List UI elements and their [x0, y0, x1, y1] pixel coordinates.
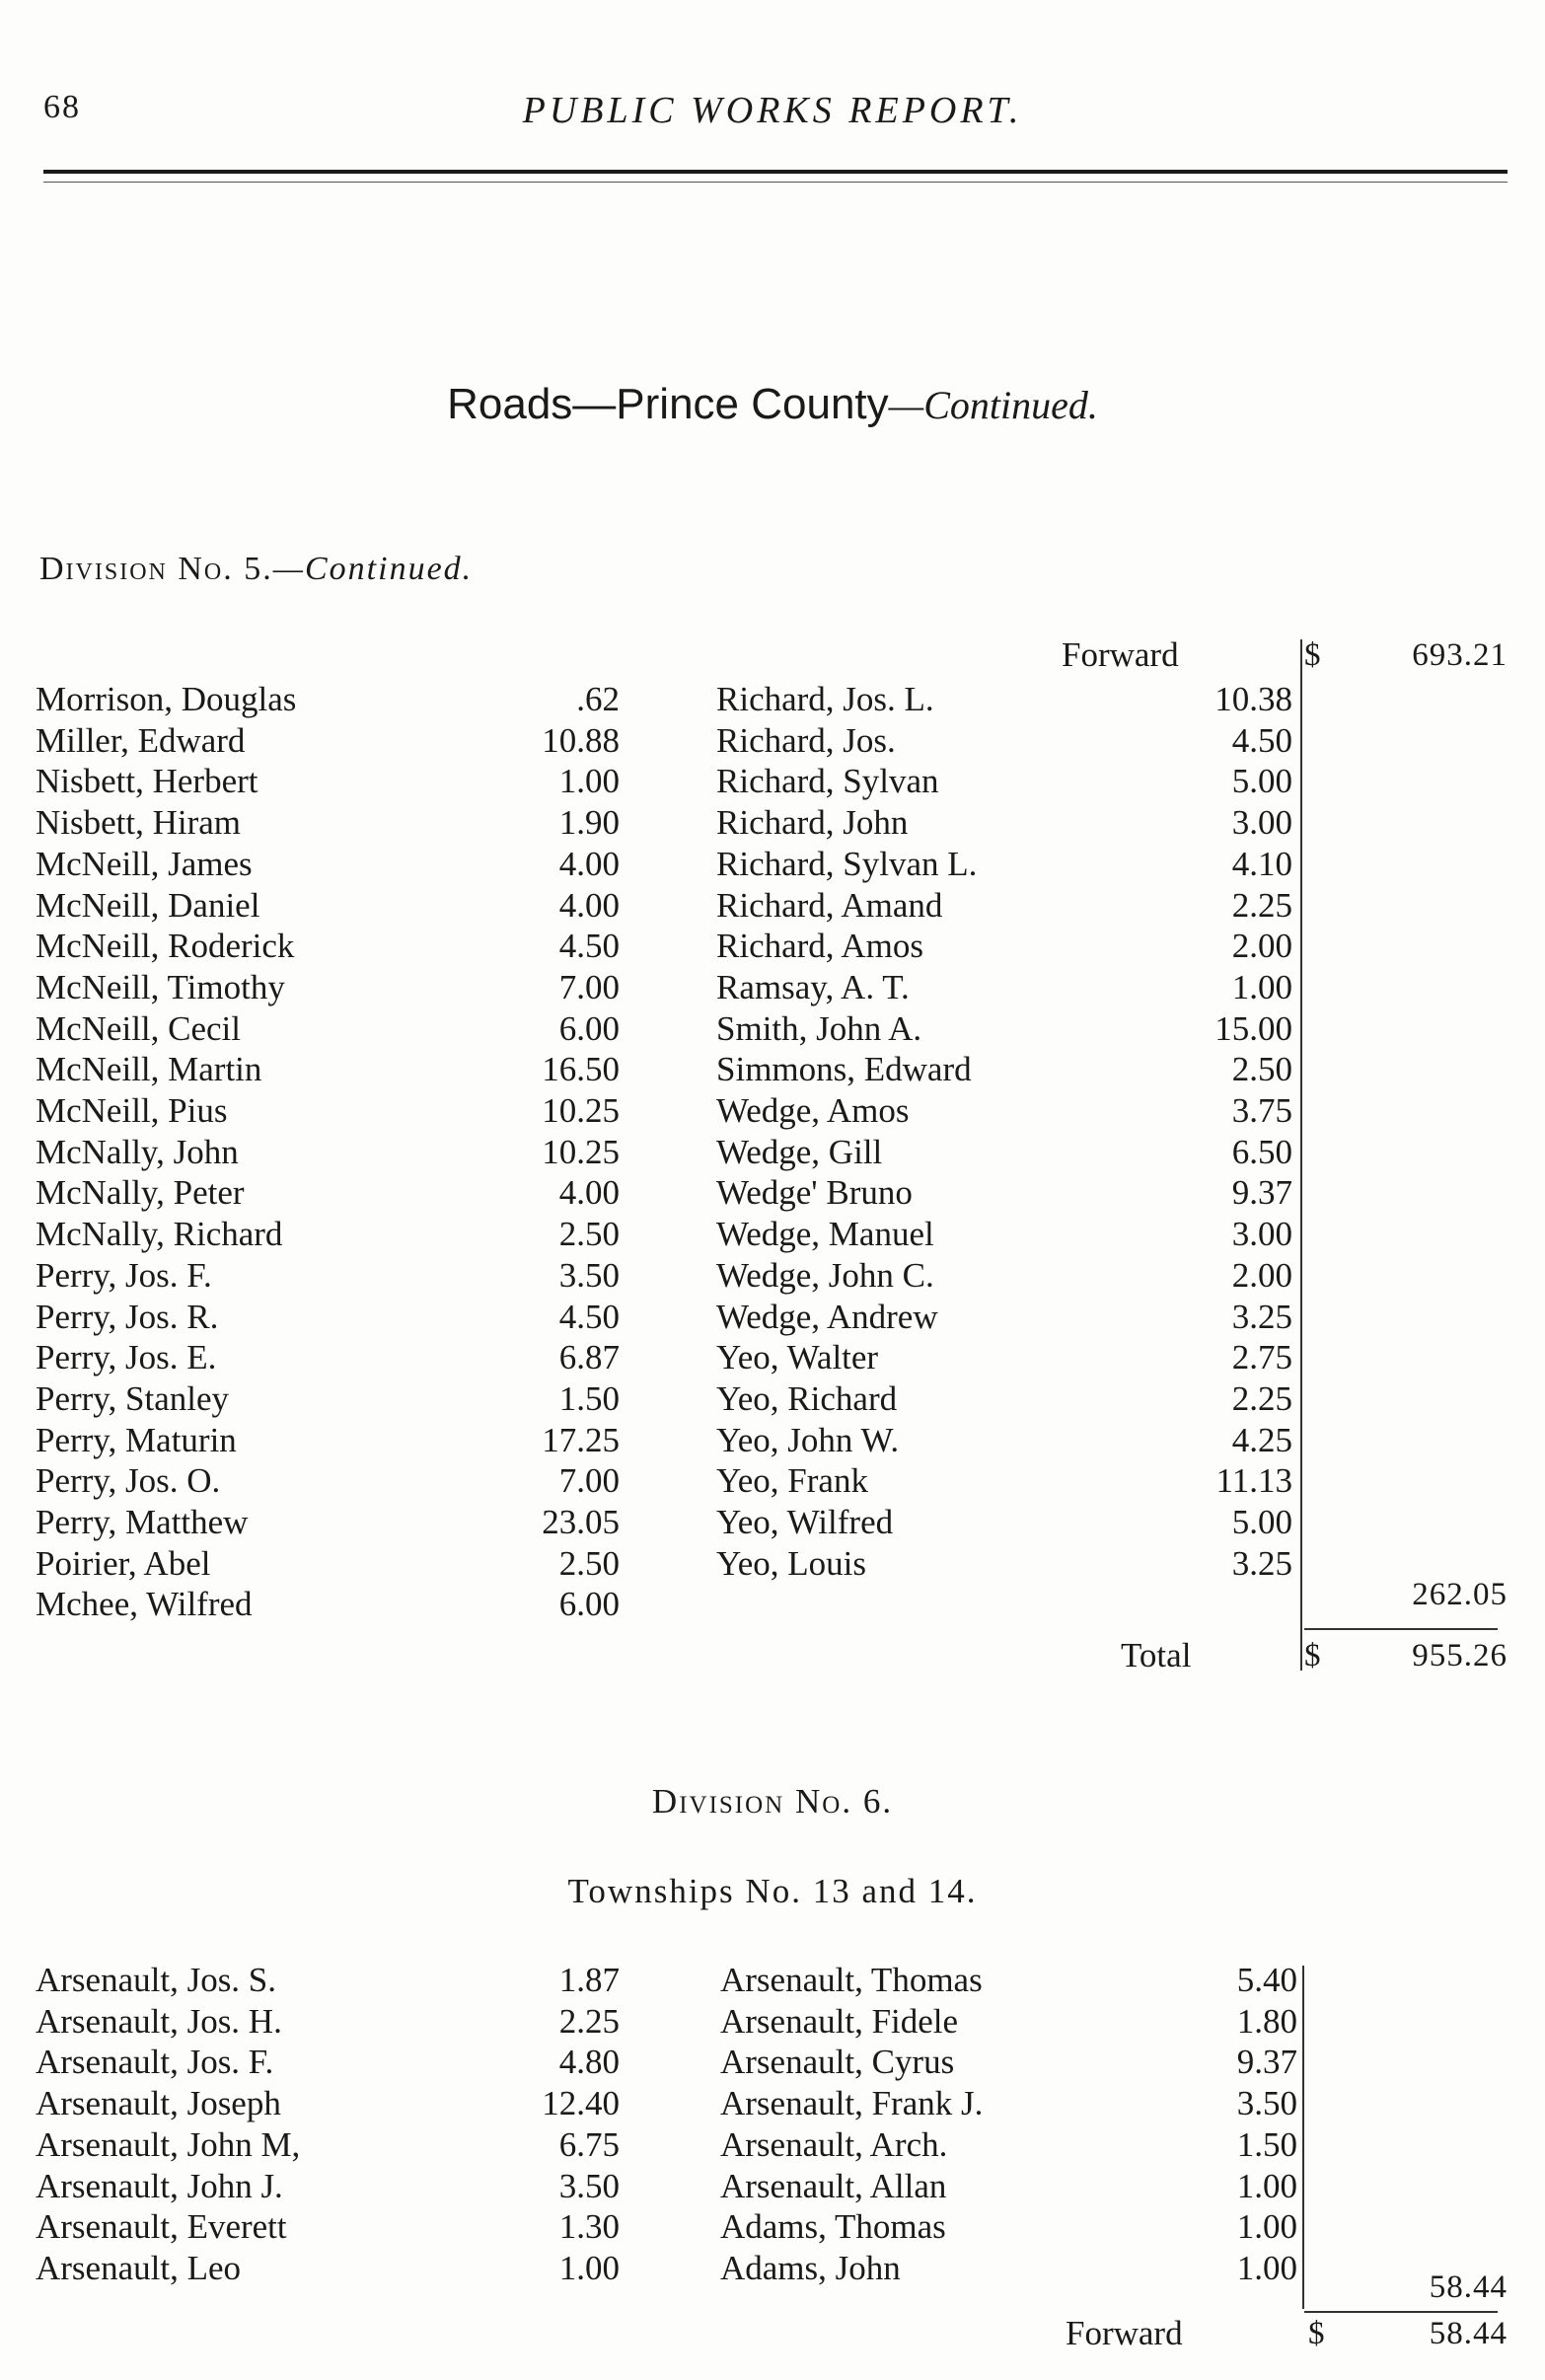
entry-amount: 3.25 [1231, 1297, 1292, 1336]
entry-name: Wedge, Amos [716, 1091, 910, 1130]
entry-amount: 2.50 [558, 1543, 620, 1583]
entry-name: Arsenault, John J. [36, 2166, 283, 2205]
entry-name: Yeo, Frank [716, 1461, 868, 1501]
entry-amount: 1.00 [558, 2248, 620, 2287]
entry-name: Wedge, Gill [716, 1132, 883, 1171]
list-item [0, 1460, 1545, 1502]
list-item [0, 1214, 1545, 1255]
entry-name: McNeill, James [36, 844, 253, 883]
entry-name: Simmons, Edward [716, 1050, 972, 1089]
entry-name: Arsenault, Jos. F. [36, 2043, 274, 2082]
subtotal-rule [1304, 2311, 1498, 2313]
list-item [0, 2124, 1545, 2166]
list-item [0, 1543, 1545, 1585]
entry-amount: 9.37 [1236, 2043, 1297, 2082]
entry-name: Adams, Thomas [720, 2207, 946, 2247]
entry-name: Wedge, Manuel [716, 1215, 934, 1254]
entry-name: McNeill, Roderick [36, 927, 295, 966]
entry-name: Wedge, Andrew [716, 1297, 938, 1336]
entry-amount: 16.50 [542, 1050, 620, 1089]
entry-name: Mchee, Wilfred [36, 1585, 253, 1624]
entry-name: Perry, Matthew [36, 1503, 249, 1541]
entry-name: Arsenault, Joseph [36, 2084, 281, 2123]
entry-name: Arsenault, Allan [720, 2166, 947, 2205]
entry-amount: 2.50 [558, 1215, 620, 1254]
list-item [0, 1132, 1545, 1173]
entry-amount: 3.00 [1231, 803, 1292, 843]
list-item [0, 1502, 1545, 1543]
entry-name: Perry, Jos. O. [36, 1461, 221, 1501]
entry-amount: 3.50 [1236, 2084, 1297, 2123]
entry-name: Arsenault, Thomas [720, 1961, 983, 1999]
entry-name: Perry, Jos. R. [36, 1297, 219, 1336]
entry-amount: 10.25 [542, 1091, 620, 1130]
entry-amount: 1.50 [558, 1378, 620, 1418]
division-5-continued: —Continued. [272, 551, 474, 587]
entry-amount: 1.00 [1231, 967, 1292, 1006]
list-item [0, 1049, 1545, 1090]
list-item [0, 1297, 1545, 1338]
entry-amount: 10.25 [542, 1132, 620, 1171]
list-item [0, 1378, 1545, 1420]
entry-amount: 1.80 [1236, 2001, 1297, 2041]
total-amount: 955.26 [1412, 1638, 1508, 1673]
entry-amount: 3.00 [1231, 1215, 1292, 1254]
entry-name: Arsenault, Jos. H. [36, 2001, 282, 2041]
list-item [0, 1255, 1545, 1297]
entry-amount: 10.88 [542, 720, 620, 760]
entry-name: Richard, Sylvan [716, 762, 939, 801]
entry-amount: 1.87 [558, 1961, 620, 1999]
list-item [0, 1172, 1545, 1214]
list-item [0, 2083, 1545, 2124]
entry-amount: 2.25 [558, 2001, 620, 2041]
entry-amount: 4.00 [558, 885, 620, 925]
entry-amount: 1.90 [558, 803, 620, 843]
entry-name: McNeill, Cecil [36, 1008, 242, 1048]
list-item [0, 1337, 1545, 1378]
entry-name: Yeo, Richard [716, 1378, 898, 1418]
entry-amount: 15.00 [1214, 1008, 1292, 1048]
amount-column-rule-2 [1302, 1966, 1304, 2309]
total-label: Total [1121, 1636, 1192, 1674]
entry-name: Perry, Maturin [36, 1420, 237, 1459]
entry-name: McNally, Peter [36, 1173, 245, 1213]
division-6-label: Division No. 6. [651, 1782, 894, 1821]
entry-name: Arsenault, Frank J. [720, 2084, 984, 2123]
list-item [0, 679, 1545, 720]
list-item [0, 1584, 1545, 1625]
entry-name: Yeo, Wilfred [716, 1503, 894, 1541]
entry-name: Richard, John [716, 803, 909, 843]
entry-amount: 4.00 [558, 844, 620, 883]
forward-dollar: $ [1304, 637, 1321, 673]
entry-name: Arsenault, Arch. [720, 2124, 948, 2164]
entry-name: Miller, Edward [36, 720, 246, 760]
entry-amount: 10.38 [1214, 680, 1292, 718]
entry-name: Richard, Amand [716, 885, 943, 925]
entry-name: Wedge' Bruno [716, 1173, 913, 1213]
entry-amount: 3.50 [558, 1255, 620, 1295]
entry-name: McNally, Richard [36, 1215, 283, 1254]
entry-amount: 7.00 [558, 1461, 620, 1501]
entry-name: Perry, Stanley [36, 1378, 230, 1418]
entry-amount: 6.50 [1231, 1132, 1292, 1171]
entry-amount: 6.00 [558, 1585, 620, 1624]
entry-amount: 3.50 [558, 2166, 620, 2205]
entry-name: Richard, Jos. [716, 720, 896, 760]
list-item [0, 2206, 1545, 2248]
entry-amount: 4.25 [1231, 1420, 1292, 1459]
entry-amount: 7.00 [558, 967, 620, 1006]
entry-name: Yeo, John W. [716, 1420, 900, 1459]
total-rule [1304, 1628, 1498, 1630]
division-5-subtotal: 262.05 [1412, 1577, 1508, 1612]
entry-name: Nisbett, Hiram [36, 803, 242, 843]
entry-name: Arsenault, Jos. S. [36, 1961, 277, 1999]
total-dollar: $ [1304, 1638, 1321, 1673]
section-title [0, 380, 1545, 429]
list-item [0, 926, 1545, 967]
entry-name: Arsenault, Fidele [720, 2001, 959, 2041]
list-item [0, 2248, 1545, 2289]
entry-amount: 6.00 [558, 1008, 620, 1048]
entry-amount: 2.00 [1231, 1255, 1292, 1295]
entry-name: Richard, Jos. L. [716, 680, 934, 718]
list-item [0, 802, 1545, 844]
list-item [0, 2166, 1545, 2207]
entry-amount: 3.25 [1231, 1543, 1292, 1583]
entry-name: Arsenault, John M, [36, 2124, 301, 2164]
entry-name: McNally, John [36, 1132, 239, 1171]
entry-amount: 2.25 [1231, 1378, 1292, 1418]
section-title-continued: —Continued. [888, 383, 1098, 427]
list-item [0, 720, 1545, 762]
list-item [0, 1420, 1545, 1461]
list-item [0, 844, 1545, 885]
entry-amount: 6.75 [558, 2124, 620, 2164]
division-6-heading [0, 1782, 1545, 1822]
entry-amount: 5.00 [1231, 1503, 1292, 1541]
entry-name: Poirier, Abel [36, 1543, 211, 1583]
entry-amount: 5.40 [1236, 1961, 1297, 1999]
entry-amount: 1.00 [558, 762, 620, 801]
entry-amount: 1.00 [1236, 2166, 1297, 2205]
entry-name: Smith, John A. [716, 1008, 922, 1048]
entry-amount: 3.75 [1231, 1091, 1292, 1130]
list-item [0, 761, 1545, 802]
forward-amount-bottom: 58.44 [1429, 2316, 1508, 2351]
division-6-subtotal: 58.44 [1429, 2269, 1508, 2305]
entry-name: Yeo, Walter [716, 1338, 879, 1377]
page-number: 68 [43, 89, 81, 125]
entry-amount: 23.05 [542, 1503, 620, 1541]
entry-amount: 5.00 [1231, 762, 1292, 801]
entry-name: Nisbett, Herbert [36, 762, 258, 801]
list-item [0, 1090, 1545, 1132]
entry-amount: 12.40 [542, 2084, 620, 2123]
header-rule-thin [43, 182, 1508, 183]
entry-amount: 4.50 [1231, 720, 1292, 760]
division-5-label: Division No. 5. [39, 551, 273, 587]
list-item [0, 967, 1545, 1008]
entry-amount: 1.30 [558, 2207, 620, 2247]
entry-amount: 1.00 [1236, 2248, 1297, 2287]
forward-label-bottom: Forward [1066, 2314, 1183, 2352]
entry-amount: 6.87 [558, 1338, 620, 1377]
entry-amount: 1.00 [1236, 2207, 1297, 2247]
entry-name: Ramsay, A. T. [716, 967, 910, 1006]
entry-name: Arsenault, Everett [36, 2207, 287, 2247]
running-head: PUBLIC WORKS REPORT. [522, 90, 1023, 131]
division-5-heading [39, 551, 473, 588]
entry-amount: 1.50 [1236, 2124, 1297, 2164]
entry-name: Wedge, John C. [716, 1255, 934, 1295]
entry-name: Perry, Jos. F. [36, 1255, 212, 1295]
entry-amount: 2.75 [1231, 1338, 1292, 1377]
forward-dollar-bottom: $ [1308, 2316, 1325, 2351]
list-item [0, 1960, 1545, 2001]
entry-amount: 4.00 [558, 1173, 620, 1213]
entry-name: Yeo, Louis [716, 1543, 867, 1583]
entry-amount: 4.10 [1231, 844, 1292, 883]
list-item [0, 885, 1545, 927]
entry-name: McNeill, Timothy [36, 967, 285, 1006]
forward-label: Forward [1062, 635, 1179, 674]
header-rule [43, 170, 1508, 174]
amount-column-rule [1300, 639, 1302, 1671]
entry-name: Arsenault, Leo [36, 2248, 241, 2287]
entry-amount: 2.25 [1231, 885, 1292, 925]
entry-amount: 4.50 [558, 1297, 620, 1336]
entry-amount: 2.00 [1231, 927, 1292, 966]
entry-amount: 17.25 [542, 1420, 620, 1459]
list-item [0, 2042, 1545, 2083]
entry-name: Richard, Amos [716, 927, 923, 966]
forward-amount: 693.21 [1412, 637, 1508, 673]
entry-name: McNeill, Martin [36, 1050, 262, 1089]
entry-name: Richard, Sylvan L. [716, 844, 978, 883]
entry-amount: .62 [576, 680, 620, 718]
entry-amount: 4.50 [558, 927, 620, 966]
entry-amount: 9.37 [1231, 1173, 1292, 1213]
entry-name: McNeill, Pius [36, 1091, 228, 1130]
list-item [0, 1008, 1545, 1050]
entry-name: Perry, Jos. E. [36, 1338, 217, 1377]
entry-amount: 2.50 [1231, 1050, 1292, 1089]
division-6-subheading: Townships No. 13 and 14. [567, 1872, 978, 1910]
entry-amount: 11.13 [1215, 1461, 1292, 1501]
page-header [0, 89, 1545, 148]
entry-name: McNeill, Daniel [36, 885, 260, 925]
section-title-main: Roads—Prince County [447, 380, 889, 428]
entry-name: Adams, John [720, 2248, 901, 2287]
entry-name: Morrison, Douglas [36, 680, 297, 718]
list-item [0, 2001, 1545, 2043]
entry-amount: 4.80 [558, 2043, 620, 2082]
entry-name: Arsenault, Cyrus [720, 2043, 955, 2082]
